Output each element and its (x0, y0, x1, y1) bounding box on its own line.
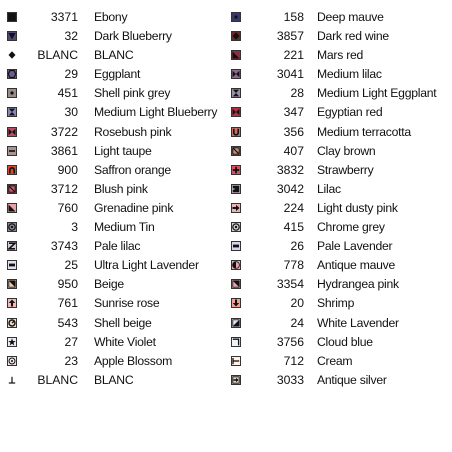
thread-name: Lilac (317, 181, 341, 196)
thread-number: 3722 (50, 124, 78, 139)
legend-row (226, 371, 452, 390)
notched-icon (231, 184, 241, 194)
half-diagonal-icon (231, 279, 241, 289)
thread-name: Hydrangea pink (317, 277, 399, 292)
thread-name: Pale Lavender (317, 239, 393, 254)
thread-name: Dark red wine (317, 29, 389, 44)
down-triangle-icon (7, 31, 17, 41)
legend-row (0, 180, 226, 199)
thread-name: Antique mauve (317, 258, 396, 273)
target-icon (231, 222, 241, 232)
diamond-icon (7, 50, 17, 60)
thread-number: 760 (57, 200, 78, 215)
legend-row (226, 84, 452, 103)
legend-row (0, 123, 226, 142)
legend-row (226, 294, 452, 313)
legend-row (0, 46, 226, 65)
thread-name: Medium Light Eggplant (317, 86, 437, 101)
thread-name: Beige (94, 277, 124, 292)
arrow-down-icon (231, 298, 241, 308)
hourglass-icon (7, 107, 17, 117)
half-circle-icon (231, 260, 241, 270)
thread-name: White Lavender (317, 315, 399, 330)
tee-icon (231, 356, 241, 366)
diamond-icon (231, 31, 241, 41)
thread-number: 3743 (50, 239, 78, 254)
thread-number: 28 (290, 86, 304, 101)
thread-number: BLANC (37, 372, 78, 387)
thread-number: 3354 (276, 277, 304, 292)
thread-name: Sunrise rose (94, 296, 160, 311)
thread-number: 415 (283, 220, 304, 235)
dash-icon (7, 146, 17, 156)
cup-icon (231, 127, 241, 137)
thread-name: Ebony (94, 10, 128, 24)
thread-number: 221 (283, 48, 304, 63)
legend-row (0, 352, 226, 371)
thread-name: Cream (317, 353, 353, 368)
legend-row (0, 275, 226, 294)
diagonal-triangle-icon (231, 318, 241, 328)
legend-row (0, 142, 226, 161)
solid-square-icon (7, 12, 17, 22)
z-icon (7, 241, 17, 251)
thread-name: Medium Light Blueberry (94, 105, 218, 120)
legend-row (0, 199, 226, 218)
legend-row (0, 314, 226, 333)
thread-number: 712 (283, 353, 304, 368)
legend-column-left (0, 8, 226, 390)
thread-number: 25 (64, 258, 78, 273)
thread-number: 20 (290, 296, 304, 311)
thread-number: 900 (57, 162, 78, 177)
legend-row (226, 161, 452, 180)
hourglass-icon (231, 88, 241, 98)
thread-name: Saffron orange (94, 162, 171, 177)
thread-name: Grenadine pink (94, 200, 174, 215)
thread-number: 3033 (276, 372, 304, 387)
thread-number: 224 (283, 200, 304, 215)
legend-row (0, 8, 226, 27)
thread-name: Mars red (317, 48, 364, 63)
thread-name: Dark Blueberry (94, 29, 172, 44)
bar-icon (7, 260, 17, 270)
thread-number: 158 (283, 10, 304, 24)
legend-row (226, 314, 452, 333)
thread-name: Shell pink grey (94, 86, 171, 101)
thread-name: Light dusty pink (317, 200, 398, 215)
thread-name: Pale lilac (94, 239, 141, 254)
arch-icon (7, 165, 17, 175)
legend-row (0, 65, 226, 84)
thread-name: Rosebush pink (94, 124, 172, 139)
arrow-box-icon (231, 375, 241, 385)
thread-number: 761 (57, 296, 78, 311)
thread-number: 29 (64, 67, 78, 82)
dot-icon (231, 12, 241, 22)
thread-name: BLANC (94, 48, 134, 63)
thread-name: Medium terracotta (317, 124, 411, 139)
thread-number: 24 (290, 315, 304, 330)
legend-row (226, 275, 452, 294)
corner-bracket-icon (231, 337, 241, 347)
legend-row (226, 352, 452, 371)
ring-icon (7, 356, 17, 366)
legend-row (226, 27, 452, 46)
legend-row (226, 142, 452, 161)
thread-name: Eggplant (94, 67, 141, 82)
thread-number: 356 (283, 124, 304, 139)
legend-row (226, 333, 452, 352)
arrow-right-icon (231, 203, 241, 213)
thread-number: 950 (57, 277, 78, 292)
legend-row (226, 237, 452, 256)
legend-row (226, 65, 452, 84)
thread-name: Clay brown (317, 143, 376, 158)
thread-number: 407 (283, 143, 304, 158)
arrow-up-icon (7, 298, 17, 308)
legend-row (0, 294, 226, 313)
thread-number: 3756 (276, 334, 304, 349)
legend-row (226, 199, 452, 218)
thread-name: Deep mauve (317, 10, 384, 24)
legend-row (226, 8, 452, 27)
corner-triangle-icon (231, 50, 241, 60)
legend-row (0, 103, 226, 122)
legend-row (226, 256, 452, 275)
thread-number: 543 (57, 315, 78, 330)
thread-number: 451 (57, 86, 78, 101)
thread-number: 3042 (276, 181, 304, 196)
legend-row (0, 371, 226, 390)
thread-number: 3 (71, 220, 78, 235)
thread-number: 3041 (276, 67, 304, 82)
thread-name: Chrome grey (317, 220, 385, 235)
legend-column-right (226, 8, 452, 390)
thread-number: 23 (64, 353, 78, 368)
half-diagonal-icon (7, 279, 17, 289)
legend-row (0, 27, 226, 46)
thread-number: 3832 (276, 162, 304, 177)
bar-icon (231, 241, 241, 251)
legend-row (0, 218, 226, 237)
legend-row (0, 333, 226, 352)
thread-name: Medium lilac (317, 67, 382, 82)
thread-name: White Violet (94, 334, 156, 349)
bowtie-icon (7, 127, 17, 137)
thread-number: 347 (283, 105, 304, 120)
thread-name: Antique silver (317, 372, 387, 387)
thread-number: 3857 (276, 29, 304, 44)
legend-row (226, 218, 452, 237)
slash-square-icon (231, 146, 241, 156)
thread-name: BLANC (94, 372, 134, 387)
legend-row (226, 180, 452, 199)
legend-row (0, 256, 226, 275)
thread-number: 778 (283, 258, 304, 273)
cross-icon (231, 165, 241, 175)
thread-number: 3861 (50, 143, 78, 158)
thread-name: Apple Blossom (94, 353, 173, 368)
thread-name: Light taupe (94, 143, 152, 158)
hexagon-icon (7, 69, 17, 79)
thread-name: Ultra Light Lavender (94, 258, 199, 273)
thread-name: Cloud blue (317, 334, 373, 349)
bowtie-icon (231, 107, 241, 117)
thread-name: Strawberry (317, 162, 374, 177)
thread-number: 3712 (50, 181, 78, 196)
thread-name: Shell beige (94, 315, 152, 330)
thread-name: Medium Tin (94, 220, 155, 235)
thread-number: 26 (290, 239, 304, 254)
target-icon (7, 222, 17, 232)
legend-row (0, 161, 226, 180)
corner-triangle-icon (7, 203, 17, 213)
dot-icon (7, 88, 17, 98)
thread-number: 27 (64, 334, 78, 349)
thread-number: BLANC (37, 48, 78, 63)
star-icon (7, 337, 17, 347)
thread-number: 32 (64, 29, 78, 44)
legend-row (226, 46, 452, 65)
up-tack-icon (7, 375, 17, 385)
bowtie-icon (231, 69, 241, 79)
legend-row (226, 123, 452, 142)
thread-name: Egyptian red (317, 105, 383, 120)
legend-row (0, 84, 226, 103)
thread-number: 30 (64, 105, 78, 120)
thread-name: Shrimp (317, 296, 355, 311)
swirl-icon (7, 318, 17, 328)
slash-square-icon (7, 184, 17, 194)
legend-row (0, 237, 226, 256)
thread-name: Blush pink (94, 181, 148, 196)
legend-row (226, 103, 452, 122)
thread-number: 3371 (50, 10, 78, 24)
